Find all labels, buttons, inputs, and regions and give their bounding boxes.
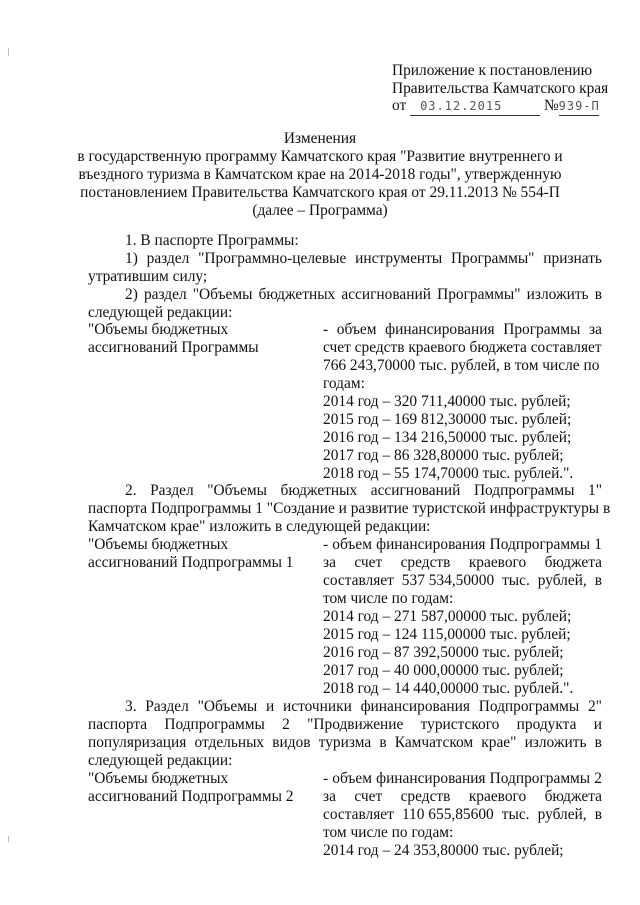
text-word: финансирования xyxy=(376,536,486,553)
s2-line-2: паспорта Подпрограммы 1 "Создание и развитие туристской инфраструктуры в xyxy=(88,500,611,517)
s1-right-1 xyxy=(323,321,602,339)
text-word: 1" xyxy=(588,482,602,499)
text-word: 1 xyxy=(594,536,602,553)
title-line-4: постановлением Правительства Камчатского края от 29.11.2013 № 554-П xyxy=(80,184,560,201)
text-word: в xyxy=(379,734,387,751)
text-word: в xyxy=(594,806,602,823)
text-word: 2) xyxy=(125,286,138,303)
text-word: тыс. xyxy=(501,806,530,823)
text-word: "Программно-целевые xyxy=(198,250,347,267)
number-stamp: 939-П xyxy=(559,97,599,116)
title-line-3: въездного туризма в Камчатском крае на 2014-2018 годы", утвержденную xyxy=(78,166,562,183)
text-word: ассигнований xyxy=(370,482,461,499)
text-word: финансирования xyxy=(360,698,470,715)
text-word: счет xyxy=(354,554,383,571)
text-word: 2" xyxy=(587,698,602,715)
text-word: Подпрограммы xyxy=(489,770,591,787)
s1-p1-line-2: утратившим силу; xyxy=(88,268,208,285)
s3-left-2: ассигнований Подпрограммы 2 xyxy=(88,788,294,805)
text-word: Программы" xyxy=(437,286,521,303)
text-word: составляет xyxy=(323,806,394,823)
s2-year-2014: 2014 год – 271 587,00000 тыс. рублей; xyxy=(323,608,572,625)
number-label: № xyxy=(543,97,559,114)
title-line-2: в государственную программу Камчатского края "Развитие внутреннего и xyxy=(77,148,563,165)
s2-line-1 xyxy=(125,482,602,500)
text-word: 537 534,50000 xyxy=(401,572,495,589)
margin-mark xyxy=(8,836,9,842)
text-word: объем xyxy=(332,536,372,553)
text-word: за xyxy=(323,788,336,805)
text-word: счет xyxy=(354,788,383,805)
text-word: "Объемы xyxy=(197,698,258,715)
s1-year-2018: 2018 год – 55 174,70000 тыс. рублей.". xyxy=(323,465,574,482)
text-word: рублей, xyxy=(537,572,587,589)
text-word: объем xyxy=(336,321,377,338)
s1-p2-line xyxy=(125,286,602,304)
text-word: Раздел xyxy=(150,482,194,499)
s3-line-3 xyxy=(88,734,602,752)
s2-right-3 xyxy=(323,572,602,590)
text-word: тыс. xyxy=(502,572,530,589)
text-word: Камчатском xyxy=(394,734,474,751)
s3-right-2 xyxy=(323,788,602,806)
text-word: составляет xyxy=(323,572,394,589)
header-line-1: Приложение к постановлению xyxy=(392,62,593,79)
title-line-5: (далее – Программа) xyxy=(252,202,388,219)
margin-mark xyxy=(8,48,9,56)
text-word: бюджетных xyxy=(258,286,336,303)
header-line-2: Правительства Камчатского края xyxy=(392,80,609,97)
text-word: популяризация xyxy=(88,734,187,751)
s3-left-1: "Объемы бюджетных xyxy=(88,770,229,787)
text-word: ассигнований xyxy=(341,286,431,303)
text-word: паспорта xyxy=(88,716,148,733)
text-word: раздел xyxy=(143,286,187,303)
text-word: видов xyxy=(272,734,311,751)
text-word: 3. xyxy=(125,698,137,715)
text-word: в xyxy=(594,286,602,303)
header-date-line xyxy=(392,97,599,116)
s1-left-2: ассигнований Программы xyxy=(88,339,259,356)
text-word: 1) xyxy=(125,250,138,267)
text-word: Подпрограммы xyxy=(478,698,580,715)
text-word: туризма xyxy=(318,734,372,751)
text-word: Подпрограммы xyxy=(164,716,265,733)
text-word: объем xyxy=(332,770,372,787)
text-word: средств xyxy=(400,554,451,571)
text-word: "Объемы xyxy=(207,482,267,499)
s1-heading: 1. В паспорте Программы: xyxy=(125,232,299,249)
text-word: раздел xyxy=(146,250,190,267)
text-word: продукта xyxy=(516,716,577,733)
text-word: туристского xyxy=(420,716,500,733)
text-word: Подпрограммы xyxy=(489,536,591,553)
s3-line-1 xyxy=(125,698,602,716)
s3-line-4: следующей редакции: xyxy=(88,752,233,769)
text-word: в xyxy=(594,734,602,751)
s1-p1-line xyxy=(125,250,602,268)
s1-right-2: счет средств краевого бюджета составляет xyxy=(323,339,602,356)
s1-year-2014: 2014 год – 320 711,40000 тыс. рублей; xyxy=(323,393,571,410)
text-word: бюджета xyxy=(544,788,602,805)
from-label: от xyxy=(392,97,407,114)
text-word: признать xyxy=(543,250,602,267)
s2-left-2: ассигнований Подпрограммы 1 xyxy=(88,554,294,571)
text-word: отдельных xyxy=(194,734,265,751)
s1-right-3: 766 243,70000 тыс. рублей, в том числе по xyxy=(323,357,600,374)
s3-line-2 xyxy=(88,716,602,734)
text-word: Раздел xyxy=(145,698,189,715)
s2-right-2 xyxy=(323,554,602,572)
s3-right-4: том числе по годам: xyxy=(323,824,454,841)
text-word: 110 655,85600 xyxy=(401,806,494,823)
text-word: за xyxy=(589,321,602,338)
text-word: и xyxy=(593,716,602,733)
s1-right-4: годам: xyxy=(323,375,365,392)
text-word: 2. xyxy=(125,482,137,499)
text-word: "Продвижение xyxy=(307,716,404,733)
text-word: Подпрограммы xyxy=(473,482,575,499)
text-word: рублей, xyxy=(537,806,587,823)
text-word: краевого xyxy=(468,788,527,805)
text-word: - xyxy=(323,770,329,787)
s2-year-2016: 2016 год – 87 392,50000 тыс. рублей; xyxy=(323,644,564,661)
text-word: 2 xyxy=(282,716,290,733)
text-word: 2 xyxy=(594,770,602,787)
s2-line-3: Камчатском крае" изложить в следующей редакции: xyxy=(88,518,431,535)
date-stamp: 03.12.2015 xyxy=(410,97,540,116)
text-word: - xyxy=(323,321,329,338)
text-word: бюджетных xyxy=(280,482,358,499)
text-word: крае" xyxy=(481,734,517,751)
text-word: за xyxy=(323,554,336,571)
text-word: бюджета xyxy=(544,554,602,571)
s2-year-2015: 2015 год – 124 115,00000 тыс. рублей; xyxy=(323,626,571,643)
s2-right-4: том числе по годам: xyxy=(323,590,454,607)
text-word: в xyxy=(594,572,602,589)
s2-left-1: "Объемы бюджетных xyxy=(88,536,229,553)
s3-right-1 xyxy=(323,770,602,788)
s2-year-2018: 2018 год – 14 440,00000 тыс. рублей.". xyxy=(323,680,574,697)
s1-left-1: "Объемы бюджетных xyxy=(88,321,229,338)
text-word: Программы xyxy=(503,321,581,338)
text-word: "Объемы xyxy=(192,286,253,303)
text-word: краевого xyxy=(468,554,527,571)
text-word: и xyxy=(266,698,275,715)
s2-right-1 xyxy=(323,536,602,554)
s3-year-2014: 2014 год – 24 353,80000 тыс. рублей; xyxy=(323,842,564,859)
text-word: Программы" xyxy=(451,250,535,267)
text-word: финансирования xyxy=(385,321,495,338)
s2-year-2017: 2017 год – 40 000,00000 тыс. рублей; xyxy=(323,662,564,679)
s1-p2-line-2: следующей редакции: xyxy=(88,304,233,321)
text-word: изложить xyxy=(524,734,587,751)
title-line-1: Изменения xyxy=(283,130,357,147)
text-word: изложить xyxy=(526,286,589,303)
s1-year-2017: 2017 год – 86 328,80000 тыс. рублей; xyxy=(323,447,564,464)
text-word: средств xyxy=(400,788,451,805)
s1-year-2015: 2015 год – 169 812,30000 тыс. рублей; xyxy=(323,411,572,428)
s3-right-3 xyxy=(323,806,602,824)
text-word: инструменты xyxy=(355,250,443,267)
s1-year-2016: 2016 год – 134 216,50000 тыс. рублей; xyxy=(323,429,572,446)
text-word: финансирования xyxy=(376,770,486,787)
text-word: - xyxy=(323,536,329,553)
text-word: источники xyxy=(283,698,352,715)
